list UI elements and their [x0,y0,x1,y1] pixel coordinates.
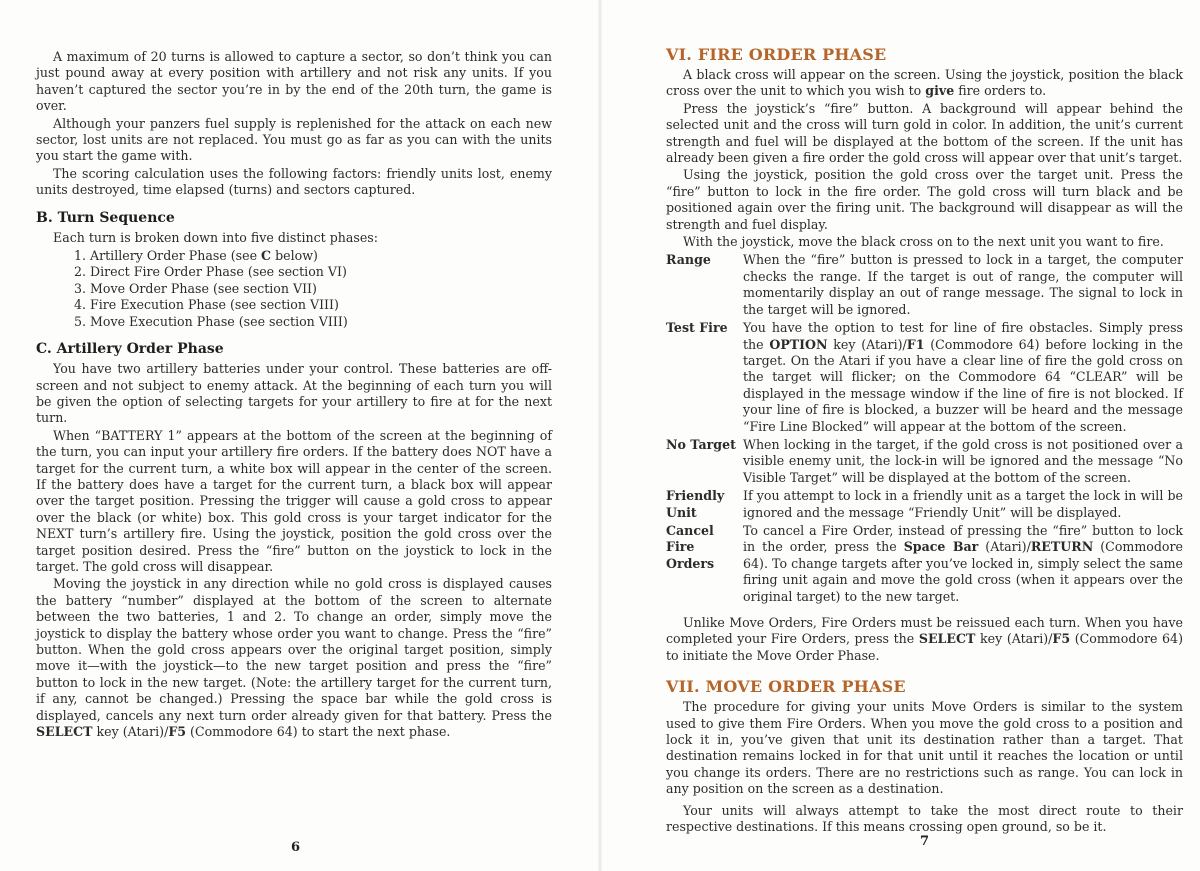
paragraph: Press the joystick’s “fire” button. A background will appear behind the selected unit and the cross will turn gold in color. In addition, the unit’s current strength and fuel will be displayed at the bottom of the screen. If the unit has already been given a fire order the gold cross will appear over that unit’s target. [666,100,1183,166]
left-column [36,49,552,740]
section-heading-move-order: VII. MOVE ORDER PHASE [666,677,906,697]
definition-row [666,488,1183,521]
paragraph: Using the joystick, position the gold cross over the target unit. Press the “fire” button to lock in the fire order. The gold cross will turn black and be positioned again over the firing unit. The background will disappear as will the strength and fuel display. [666,167,1183,232]
definition-row [666,523,1183,605]
paragraph: Unlike Move Orders, Fire Orders must be reissued each turn. When you have completed your Fire Orders, press the SELECT key (Atari)/F5 (Commodore 64) to initiate the Move Order Phase. [666,615,1183,663]
page-number: 7 [920,834,930,849]
paragraph: The scoring calculation uses the following factors: friendly units lost, enemy units destroyed, time elapsed (turns) and sectors captured. [36,165,552,198]
paragraph: You have two artillery batteries under your control. These batteries are off-screen and not subject to enemy attack. At the beginning of each turn you will be given the option of selecting targets for your artillery to fire at for the next turn. [36,361,552,426]
turn-sequence-intro: Each turn is broken down into five distinct phases: [53,229,378,245]
list-item: 2. Direct Fire Order Phase (see section VI) [90,264,552,280]
definition-description: To cancel a Fire Order, instead of pressing the “fire” button to lock in the order, press the Space Bar (Atari)/RETURN (Commodore 64). To change targets after you’ve locked in, simply select the same firing unit again and move the gold cross (when it appears over the original target) to the new target. [743,522,1183,604]
definition-description: When locking in the target, if the gold cross is not positioned over a visible enemy unit, the lock-in will be ignored and the message “No Visible Target” will be displayed at the bottom of the screen. [743,436,1183,485]
right-column [666,45,1183,835]
list-item: 1. Artillery Order Phase (see C below) [90,248,552,264]
definition-term: Range [666,252,711,268]
paragraph: A black cross will appear on the screen. Using the joystick, position the black cross over the unit to which you wish to give fire orders to. [666,67,1183,99]
definition-description: If you attempt to lock in a friendly unit as a target the lock in will be ignored and the message “Friendly Unit” will be displayed. [743,488,1183,520]
right-page [600,0,1200,871]
list-item: 3. Move Order Phase (see section VII) [90,281,552,297]
section-heading-artillery: C. Artillery Order Phase [36,341,224,358]
definition-term: Test Fire [666,320,728,336]
definition-row [666,252,1183,318]
paragraph: A maximum of 20 turns is allowed to capture a sector, so don’t think you can just pound away at every position with artillery and not risk any units. If you haven’t captured the sector you’re in by the end of the 20th turn, the game is over. [36,49,552,114]
definition-term: Cancel Fire Orders [666,522,715,571]
definition-description: You have the option to test for line of fire obstacles. Simply press the OPTION key (Atari)/F1 (Commodore 64) before locking in the target. On the Atari if you have a clear line of fire the gold cross on the target will flicker; on the Commodore 64 “CLEAR” will be displayed in the message window if the line of fire is not blocked. If your line of fire is blocked, a buzzer will be heard and the message “Fire Line Blocked” will appear at the bottom of the screen. [743,320,1183,434]
paragraph: With the joystick, move the black cross on to the next unit you want to fire. [683,234,1164,250]
list-item: 4. Fire Execution Phase (see section VIII) [90,297,552,313]
list-item: 5. Move Execution Phase (see section VIII) [90,314,552,330]
definition-term: Friendly Unit [666,488,725,520]
section-heading-turn-sequence: B. Turn Sequence [36,209,175,226]
paragraph: Your units will always attempt to take the most direct route to their respective destinations. If this means crossing open ground, so be it. [666,802,1183,835]
definition-description: When the “fire” button is pressed to lock in a target, the computer checks the range. If the target is out of range, the computer will momentarily display an out of range message. The signal to lock in the target will be ignored. [743,252,1183,317]
definition-row [666,320,1183,435]
phase-list [36,248,552,330]
definition-term: No Target [666,436,736,452]
definition-list [666,252,1183,605]
paragraph: When “BATTERY 1” appears at the bottom of the screen at the beginning of the turn, you can input your artillery fire orders. If the battery does NOT have a target for the current turn, a white box will appear in the center of the screen. If the battery does have a target for the current turn, a black box will appear over the target position. Pressing the trigger will cause a gold cross to appear over the black (or white) box. This gold cross is your target indicator for the NEXT turn’s artillery fire. Using the joystick, position the gold cross over the target position desired. Press the “fire” button on the joystick to lock in the target. The gold cross will disappear. [36,427,552,574]
page-number: 6 [291,840,301,855]
paragraph: Although your panzers fuel supply is replenished for the attack on each new sector, lost units are not replaced. You must go as far as you can with the units you start the game with. [36,115,552,164]
section-heading-fire-order: VI. FIRE ORDER PHASE [666,45,887,64]
definition-row [666,437,1183,486]
paragraph: Moving the joystick in any direction while no gold cross is displayed causes the battery “number” displayed at the bottom of the screen to alternate between the two batteries, 1 and 2. To change an order, simply move the joystick to display the battery whose order you want to change. Press the “fire” button. When the gold cross appears over the original target position, simply move it—with the joystick—to the new target position and press the “fire” button to lock in the new target. (Note: the artillery target for the current turn, if any, cannot be changed.) Pressing the space bar while the gold cross is displayed, cancels any next turn order already given for that battery. Press the SELECT key (Atari)/F5 (Commodore 64) to start the next phase. [36,576,552,740]
paragraph: The procedure for giving your units Move Orders is similar to the system used to give them Fire Orders. When you move the gold cross to a position and lock it in, you’ve given that unit its destination rather than a target. That destination remains locked in for that unit until it reaches the location or until you change its orders. There are no restrictions such as range. You can lock in any position on the screen as a destination. [666,699,1183,797]
